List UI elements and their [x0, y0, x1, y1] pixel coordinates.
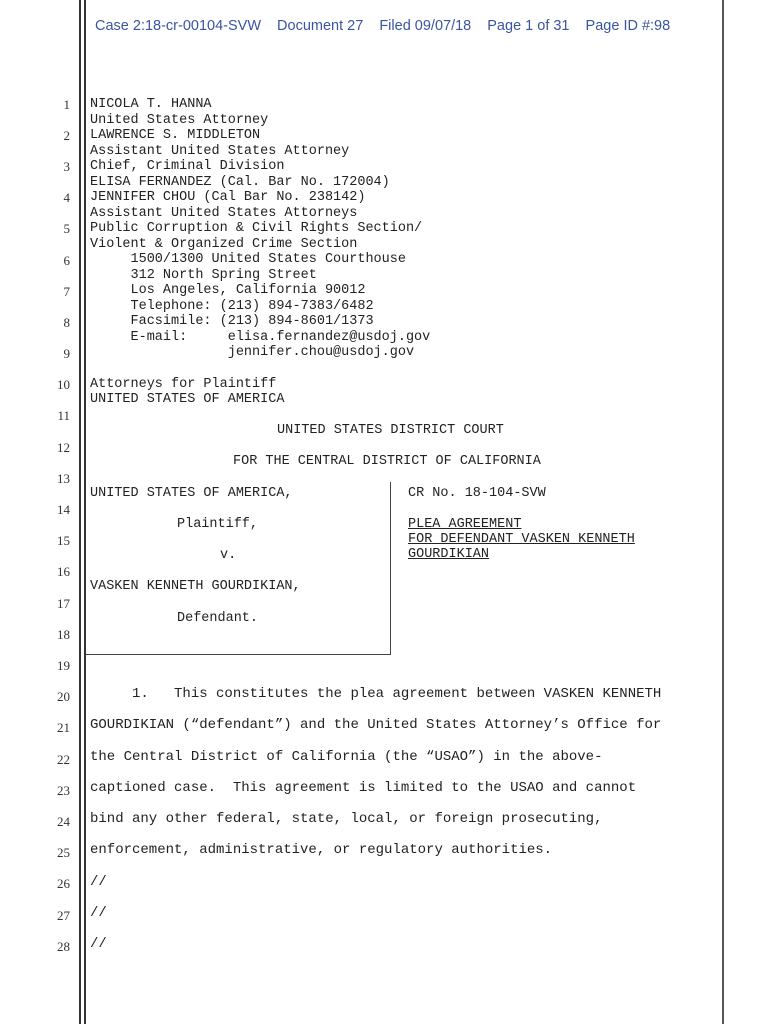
caption-defendant-name: VASKEN KENNETH GOURDIKIAN,	[90, 579, 301, 594]
line-number: 28	[57, 939, 70, 954]
left-margin-rule-outer	[79, 0, 81, 1024]
line-number: 14	[57, 502, 70, 517]
body-line: captioned case. This agreement is limited to the USAO and cannot	[90, 780, 637, 796]
case-no: CR No. 18-104-SVW	[408, 486, 546, 501]
body-line: the Central District of California (the “USAO”) in the above-	[90, 749, 603, 765]
counsel-line: Chief, Criminal Division	[90, 159, 285, 174]
document-title: FOR DEFENDANT VASKEN KENNETH	[408, 532, 635, 547]
filed-date: Filed 09/07/18	[379, 18, 472, 34]
counsel-line: United States Attorney	[90, 113, 269, 128]
counsel-line: Public Corruption & Civil Rights Section/	[90, 221, 423, 236]
line-number: 11	[57, 408, 70, 423]
counsel-line: JENNIFER CHOU (Cal Bar No. 238142)	[90, 190, 366, 205]
counsel-line: NICOLA T. HANNA	[90, 97, 212, 112]
line-number: 7	[63, 284, 70, 299]
line-number: 10	[57, 377, 70, 392]
caption-plaintiff-name: UNITED STATES OF AMERICA,	[90, 486, 293, 501]
page-count: Page 1 of 31	[487, 18, 570, 34]
counsel-line: Assistant United States Attorney	[90, 144, 350, 159]
line-number: 20	[57, 689, 70, 704]
counsel-line: LAWRENCE S. MIDDLETON	[90, 128, 261, 143]
body-line: GOURDIKIAN (“defendant”) and the United States Attorney’s Office for	[90, 717, 662, 733]
counsel-line: Los Angeles, California 90012	[90, 283, 366, 298]
counsel-line: E-mail: elisa.fernandez@usdoj.gov	[90, 330, 431, 345]
caption-versus: v.	[220, 548, 237, 563]
counsel-line: 312 North Spring Street	[90, 268, 317, 283]
line-number: 24	[57, 814, 70, 829]
body-line: //	[90, 874, 107, 890]
line-number: 3	[63, 159, 70, 174]
line-number: 2	[63, 128, 70, 143]
counsel-line: 1500/1300 United States Courthouse	[90, 252, 406, 267]
document-number: Document 27	[277, 18, 364, 34]
line-number: 6	[63, 253, 70, 268]
line-number: 27	[57, 908, 70, 923]
court-district: FOR THE CENTRAL DISTRICT OF CALIFORNIA	[233, 454, 541, 469]
attorneys-for: Attorneys for Plaintiff	[90, 377, 277, 392]
counsel-line: Facsimile: (213) 894-8601/1373	[90, 314, 374, 329]
plaintiff-party: UNITED STATES OF AMERICA	[90, 392, 285, 407]
line-number: 19	[57, 658, 70, 673]
line-number: 21	[57, 720, 70, 735]
ecf-header	[95, 18, 682, 34]
caption-box-bottom	[86, 654, 391, 655]
body-line: 1. This constitutes the plea agreement between VASKEN KENNETH	[90, 686, 662, 702]
page-id: Page ID #:98	[585, 18, 671, 34]
document-title: PLEA AGREEMENT	[408, 517, 522, 532]
right-margin-rule	[722, 0, 724, 1024]
caption-plaintiff-label: Plaintiff,	[177, 517, 259, 532]
line-number: 9	[63, 346, 70, 361]
line-number: 8	[63, 315, 70, 330]
line-number: 23	[57, 783, 70, 798]
line-number: 15	[57, 533, 70, 548]
line-number: 13	[57, 471, 70, 486]
line-number: 26	[57, 876, 70, 891]
court-name: UNITED STATES DISTRICT COURT	[277, 423, 504, 438]
counsel-line: jennifer.chou@usdoj.gov	[90, 345, 415, 360]
line-number: 5	[63, 221, 70, 236]
body-line: //	[90, 905, 107, 921]
line-number: 12	[57, 440, 70, 455]
body-line: bind any other federal, state, local, or foreign prosecuting,	[90, 811, 603, 827]
line-number: 25	[57, 845, 70, 860]
caption-defendant-label: Defendant.	[177, 611, 259, 626]
body-line: //	[90, 936, 107, 952]
line-number: 1	[63, 97, 70, 112]
line-number: 16	[57, 564, 70, 579]
body-line: enforcement, administrative, or regulatory authorities.	[90, 842, 553, 858]
counsel-line: ELISA FERNANDEZ (Cal. Bar No. 172004)	[90, 175, 390, 190]
counsel-line: Assistant United States Attorneys	[90, 206, 358, 221]
left-margin-rule-inner	[84, 0, 86, 1024]
caption-box-vertical	[390, 482, 391, 654]
line-number: 18	[57, 627, 70, 642]
counsel-line: Telephone: (213) 894-7383/6482	[90, 299, 374, 314]
line-number: 22	[57, 752, 70, 767]
line-number: 17	[57, 596, 70, 611]
counsel-line: Violent & Organized Crime Section	[90, 237, 358, 252]
document-title: GOURDIKIAN	[408, 547, 490, 562]
case-number: Case 2:18-cr-00104-SVW	[95, 18, 262, 34]
line-number: 4	[63, 190, 70, 205]
